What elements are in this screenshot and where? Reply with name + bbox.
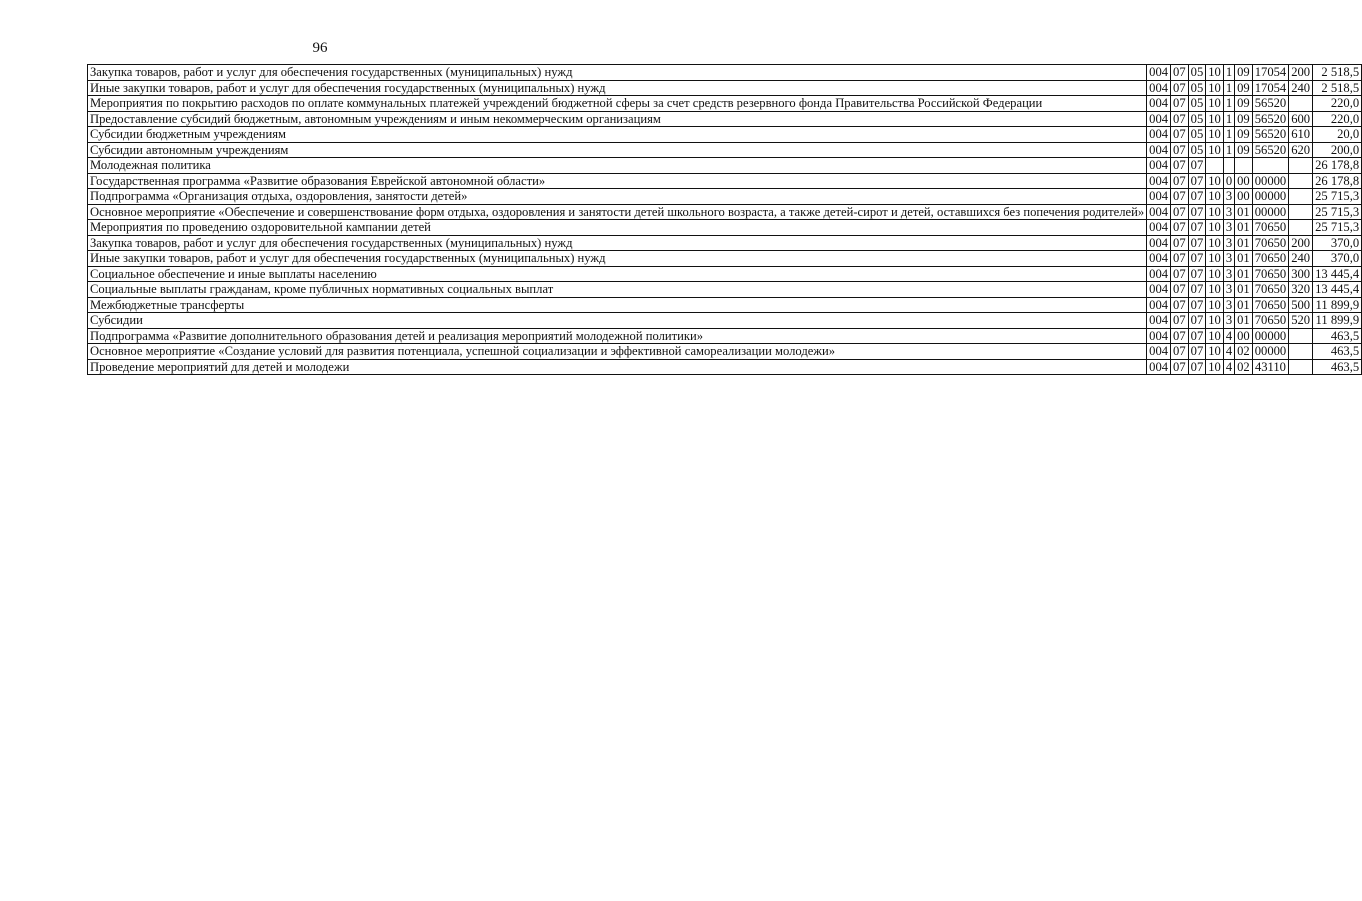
table-row xyxy=(88,142,1362,158)
razdel-cell: 07 xyxy=(1171,173,1189,189)
program-code-cell: 10 xyxy=(1206,189,1224,205)
event-code-cell: 09 xyxy=(1235,80,1253,96)
expense-type-cell: 240 xyxy=(1289,80,1313,96)
sum-cell: 26 178,8 xyxy=(1313,173,1362,189)
event-code-cell xyxy=(1235,158,1253,174)
podrazdel-cell: 07 xyxy=(1188,204,1206,220)
expense-type-cell xyxy=(1289,359,1313,375)
table-row xyxy=(88,313,1362,329)
table-row xyxy=(88,266,1362,282)
expense-type-cell: 240 xyxy=(1289,251,1313,267)
row-name-cell: Подпрограмма «Организация отдыха, оздоровления, занятости детей» xyxy=(88,189,1147,205)
direction-code-cell: 70650 xyxy=(1252,282,1288,298)
podrazdel-cell: 05 xyxy=(1188,142,1206,158)
razdel-cell: 07 xyxy=(1171,359,1189,375)
row-name-cell: Основное мероприятие «Создание условий для развития потенциала, успешной социализации и эффективной самореализации молодежи» xyxy=(88,344,1147,360)
vedomstvo-cell: 004 xyxy=(1147,282,1171,298)
direction-code-cell: 70650 xyxy=(1252,235,1288,251)
sum-cell: 370,0 xyxy=(1313,251,1362,267)
table-row xyxy=(88,158,1362,174)
row-name-cell: Мероприятия по проведению оздоровительной кампании детей xyxy=(88,220,1147,236)
event-code-cell: 01 xyxy=(1235,251,1253,267)
program-code-cell: 10 xyxy=(1206,96,1224,112)
razdel-cell: 07 xyxy=(1171,235,1189,251)
table-row xyxy=(88,359,1362,375)
program-code-cell: 10 xyxy=(1206,297,1224,313)
subprogram-code-cell: 3 xyxy=(1223,297,1234,313)
sum-cell: 370,0 xyxy=(1313,235,1362,251)
event-code-cell: 09 xyxy=(1235,111,1253,127)
table-row xyxy=(88,220,1362,236)
row-name-cell: Социальные выплаты гражданам, кроме публичных нормативных социальных выплат xyxy=(88,282,1147,298)
sum-cell: 11 899,9 xyxy=(1313,313,1362,329)
table-row xyxy=(88,251,1362,267)
event-code-cell: 09 xyxy=(1235,96,1253,112)
event-code-cell: 01 xyxy=(1235,297,1253,313)
expense-type-cell xyxy=(1289,344,1313,360)
row-name-cell: Проведение мероприятий для детей и молодежи xyxy=(88,359,1147,375)
razdel-cell: 07 xyxy=(1171,158,1189,174)
podrazdel-cell: 07 xyxy=(1188,328,1206,344)
vedomstvo-cell: 004 xyxy=(1147,297,1171,313)
vedomstvo-cell: 004 xyxy=(1147,235,1171,251)
row-name-cell: Подпрограмма «Развитие дополнительного образования детей и реализация мероприятий молодежной политики» xyxy=(88,328,1147,344)
vedomstvo-cell: 004 xyxy=(1147,344,1171,360)
direction-code-cell: 43110 xyxy=(1252,359,1288,375)
program-code-cell: 10 xyxy=(1206,173,1224,189)
sum-cell: 2 518,5 xyxy=(1313,80,1362,96)
direction-code-cell xyxy=(1252,158,1288,174)
sum-cell: 13 445,4 xyxy=(1313,266,1362,282)
vedomstvo-cell: 004 xyxy=(1147,251,1171,267)
event-code-cell: 00 xyxy=(1235,173,1253,189)
direction-code-cell: 00000 xyxy=(1252,173,1288,189)
table-row xyxy=(88,65,1362,81)
direction-code-cell: 00000 xyxy=(1252,344,1288,360)
event-code-cell: 01 xyxy=(1235,282,1253,298)
razdel-cell: 07 xyxy=(1171,65,1189,81)
razdel-cell: 07 xyxy=(1171,344,1189,360)
expense-type-cell: 500 xyxy=(1289,297,1313,313)
expense-type-cell xyxy=(1289,189,1313,205)
row-name-cell: Закупка товаров, работ и услуг для обеспечения государственных (муниципальных) нужд xyxy=(88,235,1147,251)
table-row xyxy=(88,189,1362,205)
program-code-cell: 10 xyxy=(1206,111,1224,127)
razdel-cell: 07 xyxy=(1171,80,1189,96)
razdel-cell: 07 xyxy=(1171,328,1189,344)
table-row xyxy=(88,235,1362,251)
direction-code-cell: 56520 xyxy=(1252,96,1288,112)
page-number: 96 xyxy=(312,40,328,56)
sum-cell: 25 715,3 xyxy=(1313,189,1362,205)
program-code-cell: 10 xyxy=(1206,142,1224,158)
razdel-cell: 07 xyxy=(1171,220,1189,236)
vedomstvo-cell: 004 xyxy=(1147,173,1171,189)
direction-code-cell: 56520 xyxy=(1252,111,1288,127)
row-name-cell: Молодежная политика xyxy=(88,158,1147,174)
sum-cell: 220,0 xyxy=(1313,96,1362,112)
razdel-cell: 07 xyxy=(1171,266,1189,282)
program-code-cell: 10 xyxy=(1206,313,1224,329)
direction-code-cell: 70650 xyxy=(1252,297,1288,313)
program-code-cell: 10 xyxy=(1206,220,1224,236)
program-code-cell: 10 xyxy=(1206,80,1224,96)
row-name-cell: Субсидии xyxy=(88,313,1147,329)
table-row xyxy=(88,111,1362,127)
razdel-cell: 07 xyxy=(1171,142,1189,158)
program-code-cell: 10 xyxy=(1206,204,1224,220)
sum-cell: 2 518,5 xyxy=(1313,65,1362,81)
table-row xyxy=(88,204,1362,220)
direction-code-cell: 70650 xyxy=(1252,220,1288,236)
podrazdel-cell: 05 xyxy=(1188,127,1206,143)
vedomstvo-cell: 004 xyxy=(1147,220,1171,236)
subprogram-code-cell: 4 xyxy=(1223,344,1234,360)
podrazdel-cell: 07 xyxy=(1188,158,1206,174)
table-row xyxy=(88,80,1362,96)
subprogram-code-cell: 3 xyxy=(1223,282,1234,298)
podrazdel-cell: 05 xyxy=(1188,80,1206,96)
row-name-cell: Иные закупки товаров, работ и услуг для обеспечения государственных (муниципальных) нужд xyxy=(88,251,1147,267)
subprogram-code-cell: 3 xyxy=(1223,235,1234,251)
event-code-cell: 01 xyxy=(1235,266,1253,282)
razdel-cell: 07 xyxy=(1171,251,1189,267)
subprogram-code-cell: 1 xyxy=(1223,111,1234,127)
podrazdel-cell: 07 xyxy=(1188,313,1206,329)
subprogram-code-cell xyxy=(1223,158,1234,174)
table-row xyxy=(88,297,1362,313)
subprogram-code-cell: 1 xyxy=(1223,142,1234,158)
sum-cell: 463,5 xyxy=(1313,344,1362,360)
sum-cell: 25 715,3 xyxy=(1313,204,1362,220)
direction-code-cell: 56520 xyxy=(1252,142,1288,158)
row-name-cell: Государственная программа «Развитие образования Еврейской автономной области» xyxy=(88,173,1147,189)
razdel-cell: 07 xyxy=(1171,111,1189,127)
podrazdel-cell: 07 xyxy=(1188,297,1206,313)
expense-type-cell: 300 xyxy=(1289,266,1313,282)
podrazdel-cell: 07 xyxy=(1188,359,1206,375)
podrazdel-cell: 07 xyxy=(1188,189,1206,205)
sum-cell: 200,0 xyxy=(1313,142,1362,158)
direction-code-cell: 00000 xyxy=(1252,328,1288,344)
table-row xyxy=(88,127,1362,143)
vedomstvo-cell: 004 xyxy=(1147,127,1171,143)
vedomstvo-cell: 004 xyxy=(1147,80,1171,96)
subprogram-code-cell: 4 xyxy=(1223,328,1234,344)
podrazdel-cell: 07 xyxy=(1188,266,1206,282)
expense-type-cell: 610 xyxy=(1289,127,1313,143)
row-name-cell: Предоставление субсидий бюджетным, автономным учреждениям и иным некоммерческим организациям xyxy=(88,111,1147,127)
direction-code-cell: 70650 xyxy=(1252,266,1288,282)
podrazdel-cell: 07 xyxy=(1188,282,1206,298)
sum-cell: 11 899,9 xyxy=(1313,297,1362,313)
event-code-cell: 01 xyxy=(1235,220,1253,236)
vedomstvo-cell: 004 xyxy=(1147,142,1171,158)
table-row xyxy=(88,344,1362,360)
sum-cell: 463,5 xyxy=(1313,359,1362,375)
sum-cell: 220,0 xyxy=(1313,111,1362,127)
expense-type-cell: 600 xyxy=(1289,111,1313,127)
vedomstvo-cell: 004 xyxy=(1147,96,1171,112)
event-code-cell: 01 xyxy=(1235,204,1253,220)
expense-type-cell xyxy=(1289,158,1313,174)
sum-cell: 463,5 xyxy=(1313,328,1362,344)
row-name-cell: Субсидии бюджетным учреждениям xyxy=(88,127,1147,143)
vedomstvo-cell: 004 xyxy=(1147,158,1171,174)
vedomstvo-cell: 004 xyxy=(1147,111,1171,127)
vedomstvo-cell: 004 xyxy=(1147,359,1171,375)
subprogram-code-cell: 1 xyxy=(1223,65,1234,81)
subprogram-code-cell: 3 xyxy=(1223,251,1234,267)
vedomstvo-cell: 004 xyxy=(1147,266,1171,282)
expense-type-cell xyxy=(1289,173,1313,189)
expense-type-cell: 620 xyxy=(1289,142,1313,158)
expense-type-cell xyxy=(1289,204,1313,220)
vedomstvo-cell: 004 xyxy=(1147,328,1171,344)
direction-code-cell: 70650 xyxy=(1252,251,1288,267)
expense-type-cell: 200 xyxy=(1289,235,1313,251)
row-name-cell: Иные закупки товаров, работ и услуг для обеспечения государственных (муниципальных) нужд xyxy=(88,80,1147,96)
program-code-cell: 10 xyxy=(1206,235,1224,251)
podrazdel-cell: 05 xyxy=(1188,111,1206,127)
podrazdel-cell: 07 xyxy=(1188,173,1206,189)
razdel-cell: 07 xyxy=(1171,282,1189,298)
subprogram-code-cell: 1 xyxy=(1223,80,1234,96)
direction-code-cell: 00000 xyxy=(1252,189,1288,205)
row-name-cell: Закупка товаров, работ и услуг для обеспечения государственных (муниципальных) нужд xyxy=(88,65,1147,81)
table-row xyxy=(88,328,1362,344)
table-row xyxy=(88,173,1362,189)
vedomstvo-cell: 004 xyxy=(1147,313,1171,329)
subprogram-code-cell: 3 xyxy=(1223,313,1234,329)
direction-code-cell: 17054 xyxy=(1252,80,1288,96)
program-code-cell: 10 xyxy=(1206,251,1224,267)
event-code-cell: 01 xyxy=(1235,313,1253,329)
row-name-cell: Межбюджетные трансферты xyxy=(88,297,1147,313)
subprogram-code-cell: 3 xyxy=(1223,220,1234,236)
vedomstvo-cell: 004 xyxy=(1147,204,1171,220)
expense-type-cell: 320 xyxy=(1289,282,1313,298)
event-code-cell: 09 xyxy=(1235,142,1253,158)
program-code-cell: 10 xyxy=(1206,359,1224,375)
razdel-cell: 07 xyxy=(1171,189,1189,205)
expense-type-cell: 200 xyxy=(1289,65,1313,81)
direction-code-cell: 56520 xyxy=(1252,127,1288,143)
program-code-cell: 10 xyxy=(1206,328,1224,344)
expense-type-cell xyxy=(1289,220,1313,236)
event-code-cell: 01 xyxy=(1235,235,1253,251)
expense-type-cell xyxy=(1289,96,1313,112)
razdel-cell: 07 xyxy=(1171,204,1189,220)
razdel-cell: 07 xyxy=(1171,96,1189,112)
event-code-cell: 00 xyxy=(1235,328,1253,344)
podrazdel-cell: 07 xyxy=(1188,235,1206,251)
direction-code-cell: 17054 xyxy=(1252,65,1288,81)
direction-code-cell: 00000 xyxy=(1252,204,1288,220)
razdel-cell: 07 xyxy=(1171,127,1189,143)
program-code-cell: 10 xyxy=(1206,65,1224,81)
sum-cell: 20,0 xyxy=(1313,127,1362,143)
program-code-cell: 10 xyxy=(1206,127,1224,143)
razdel-cell: 07 xyxy=(1171,313,1189,329)
sum-cell: 26 178,8 xyxy=(1313,158,1362,174)
podrazdel-cell: 07 xyxy=(1188,220,1206,236)
subprogram-code-cell: 1 xyxy=(1223,127,1234,143)
direction-code-cell: 70650 xyxy=(1252,313,1288,329)
vedomstvo-cell: 004 xyxy=(1147,65,1171,81)
podrazdel-cell: 07 xyxy=(1188,251,1206,267)
sum-cell: 13 445,4 xyxy=(1313,282,1362,298)
program-code-cell xyxy=(1206,158,1224,174)
expense-type-cell: 520 xyxy=(1289,313,1313,329)
podrazdel-cell: 05 xyxy=(1188,65,1206,81)
budget-table xyxy=(87,64,1362,375)
vedomstvo-cell: 004 xyxy=(1147,189,1171,205)
podrazdel-cell: 05 xyxy=(1188,96,1206,112)
razdel-cell: 07 xyxy=(1171,297,1189,313)
event-code-cell: 09 xyxy=(1235,65,1253,81)
sum-cell: 25 715,3 xyxy=(1313,220,1362,236)
row-name-cell: Субсидии автономным учреждениям xyxy=(88,142,1147,158)
table-row xyxy=(88,96,1362,112)
podrazdel-cell: 07 xyxy=(1188,344,1206,360)
event-code-cell: 09 xyxy=(1235,127,1253,143)
row-name-cell: Социальное обеспечение и иные выплаты населению xyxy=(88,266,1147,282)
row-name-cell: Мероприятия по покрытию расходов по оплате коммунальных платежей учреждений бюджетной сферы за счет средств резервного фонда Правительства Российской Федерации xyxy=(88,96,1147,112)
event-code-cell: 00 xyxy=(1235,189,1253,205)
program-code-cell: 10 xyxy=(1206,344,1224,360)
program-code-cell: 10 xyxy=(1206,282,1224,298)
subprogram-code-cell: 0 xyxy=(1223,173,1234,189)
event-code-cell: 02 xyxy=(1235,344,1253,360)
subprogram-code-cell: 3 xyxy=(1223,189,1234,205)
subprogram-code-cell: 4 xyxy=(1223,359,1234,375)
subprogram-code-cell: 1 xyxy=(1223,96,1234,112)
subprogram-code-cell: 3 xyxy=(1223,266,1234,282)
event-code-cell: 02 xyxy=(1235,359,1253,375)
row-name-cell: Основное мероприятие «Обеспечение и совершенствование форм отдыха, оздоровления и занятости детей школьного возраста, а также детей-сирот и детей, оставшихся без попечения родителей» xyxy=(88,204,1147,220)
expense-type-cell xyxy=(1289,328,1313,344)
table-row xyxy=(88,282,1362,298)
subprogram-code-cell: 3 xyxy=(1223,204,1234,220)
program-code-cell: 10 xyxy=(1206,266,1224,282)
